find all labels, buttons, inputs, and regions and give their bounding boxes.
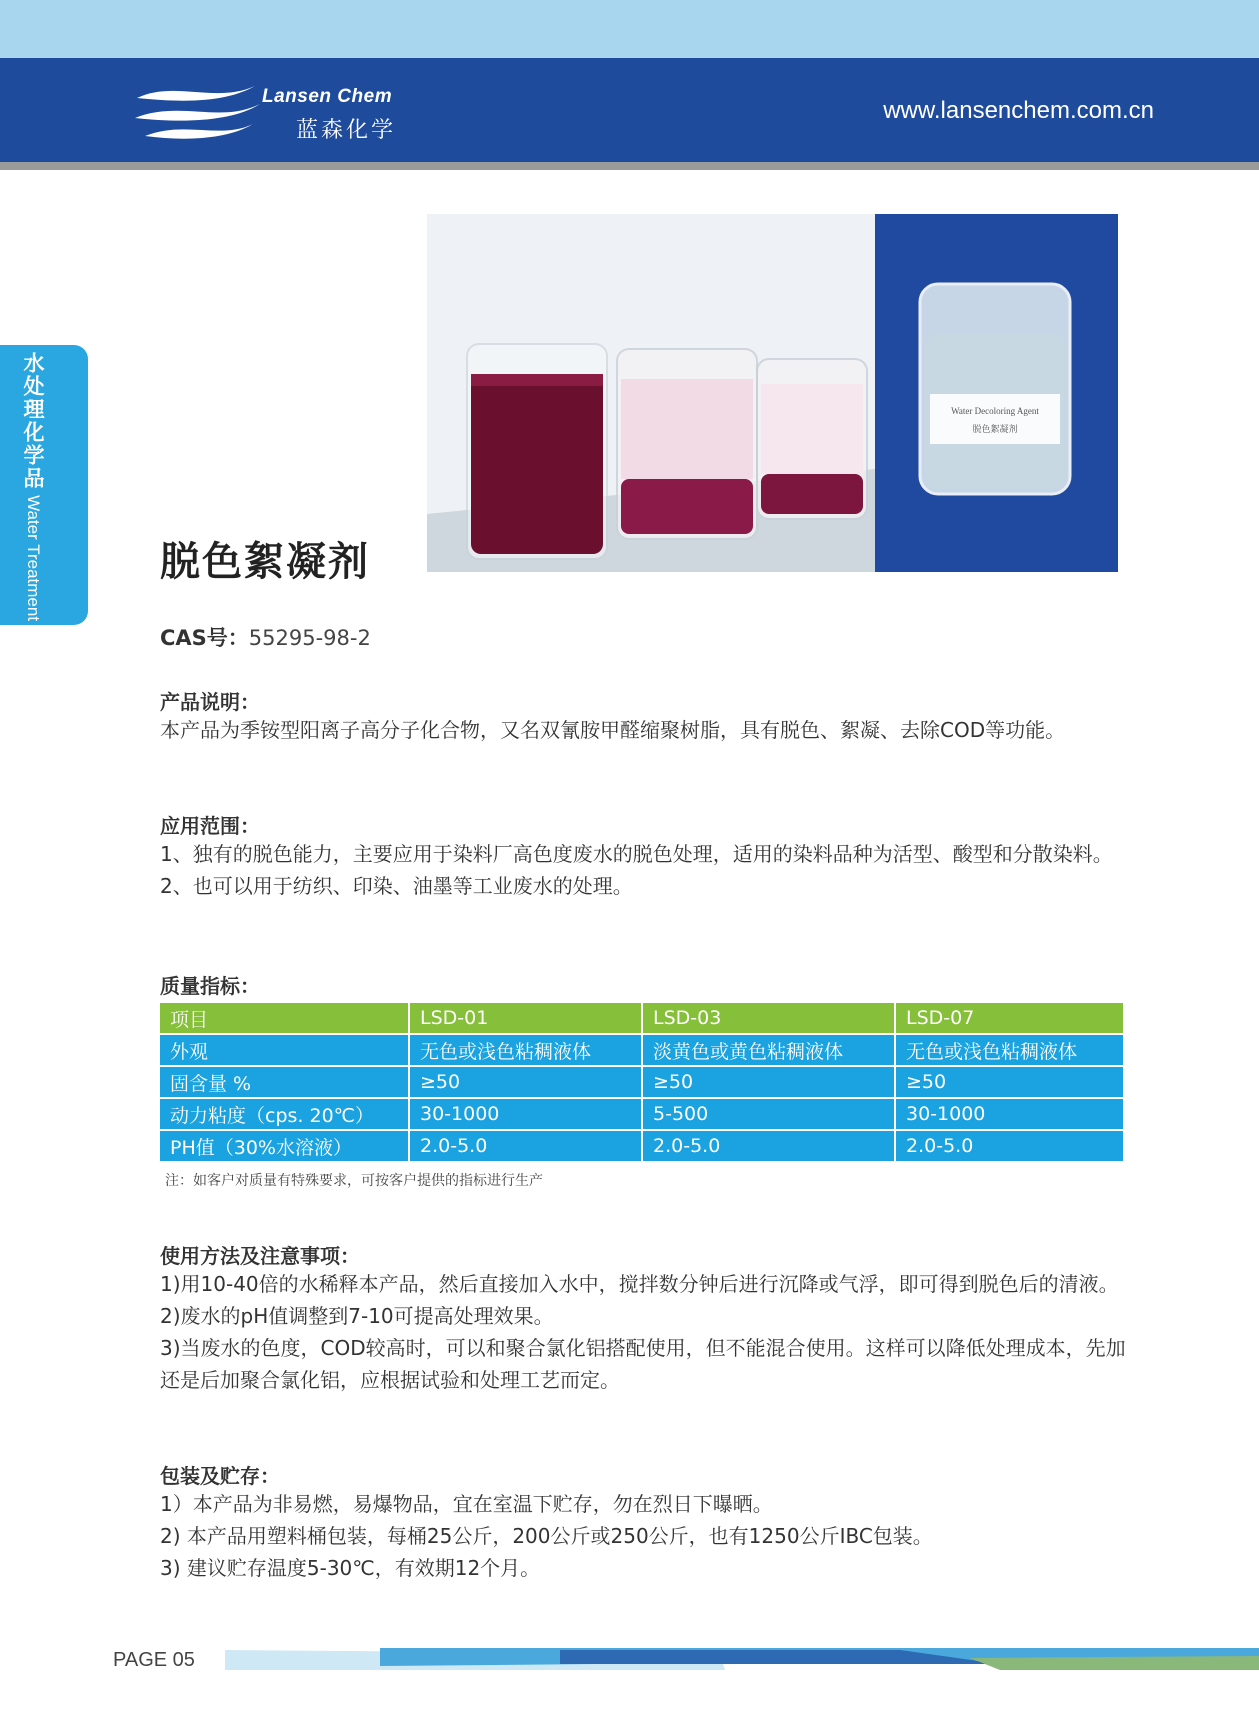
table-cell: 无色或浅色粘稠液体 xyxy=(895,1034,1124,1066)
table-note: 注：如客户对质量有特殊要求，可按客户提供的指标进行生产 xyxy=(165,1173,543,1189)
table-cell: 无色或浅色粘稠液体 xyxy=(409,1034,642,1066)
section-heading-description: 产品说明： xyxy=(160,690,260,714)
storage-line: 3) 建议贮存温度5-30℃，有效期12个月。 xyxy=(160,1556,541,1580)
product-photo-clear-beaker xyxy=(875,214,1118,572)
table-cell: PH值（30%水溶液） xyxy=(160,1130,409,1162)
table-header-cell: 项目 xyxy=(160,1003,409,1034)
description-line: 本产品为季铵型阳离子高分子化合物，又名双氰胺甲醛缩聚树脂，具有脱色、絮凝、去除COD等功能。 xyxy=(160,718,1066,742)
table-row xyxy=(160,1098,1124,1130)
description-text xyxy=(160,714,1130,746)
section-heading-storage: 包装及贮存： xyxy=(160,1464,280,1488)
brand-name-cn: 蓝森化学 xyxy=(296,118,397,143)
table-cell: ≥50 xyxy=(409,1066,642,1098)
quality-spec-table xyxy=(160,1003,1125,1163)
table-header-cell: LSD-03 xyxy=(642,1003,895,1034)
table-header-cell: LSD-07 xyxy=(895,1003,1124,1034)
clear-beaker-icon xyxy=(875,214,1118,572)
table-row xyxy=(160,1034,1124,1066)
table-cell: ≥50 xyxy=(895,1066,1124,1098)
application-text xyxy=(160,838,1130,902)
section-heading-usage: 使用方法及注意事项： xyxy=(160,1244,360,1268)
table-cell: 固含量 % xyxy=(160,1066,409,1098)
category-side-label xyxy=(18,352,48,705)
section-heading-application: 应用范围： xyxy=(160,814,260,838)
table-cell: 淡黄色或黄色粘稠液体 xyxy=(642,1034,895,1066)
table-cell: 5-500 xyxy=(642,1098,895,1130)
bottle-label-cn: 脱色絮凝剂 xyxy=(972,425,1018,435)
table-cell: ≥50 xyxy=(642,1066,895,1098)
category-label-cn: 水处理化学品 xyxy=(21,352,45,490)
storage-line: 2) 本产品用塑料桶包装，每桶25公斤，200公斤或250公斤，也有1250公斤IBC包装。 xyxy=(160,1524,933,1548)
cas-value: 55295-98-2 xyxy=(248,626,371,650)
header-divider xyxy=(0,162,1259,170)
page-number: PAGE 05 xyxy=(113,1649,195,1671)
table-cell: 30-1000 xyxy=(895,1098,1124,1130)
footer-stripe-icon xyxy=(0,1640,1259,1680)
section-heading-quality: 质量指标： xyxy=(160,974,260,998)
product-photo-beakers xyxy=(427,214,875,572)
beakers-illustration-icon xyxy=(427,214,875,572)
top-strip xyxy=(0,0,1259,58)
website-url[interactable]: www.lansenchem.com.cn xyxy=(883,97,1154,124)
table-header-row xyxy=(160,1003,1124,1034)
table-cell: 2.0-5.0 xyxy=(409,1130,642,1162)
table-cell: 2.0-5.0 xyxy=(895,1130,1124,1162)
table-header-cell: LSD-01 xyxy=(409,1003,642,1034)
table-cell: 30-1000 xyxy=(409,1098,642,1130)
usage-line: 1)用10-40倍的水稀释本产品，然后直接加入水中，搅拌数分钟后进行沉降或气浮，即可得到脱色后的清液。 xyxy=(160,1272,1119,1296)
table-cell: 外观 xyxy=(160,1034,409,1066)
cas-label: CAS号： xyxy=(160,626,249,650)
application-line: 1、独有的脱色能力，主要应用于染料厂高色度废水的脱色处理，适用的染料品种为活型、酸型和分散染料。 xyxy=(160,842,1113,866)
usage-line: 3)当废水的色度，COD较高时，可以和聚合氯化铝搭配使用，但不能混合使用。这样可以降低处理成本，先加还是后加聚合氯化铝，应根据试验和处理工艺而定。 xyxy=(160,1336,1126,1392)
application-line: 2、也可以用于纺织、印染、油墨等工业废水的处理。 xyxy=(160,874,633,898)
storage-line: 1）本产品为非易燃，易爆物品，宜在室温下贮存，勿在烈日下曝晒。 xyxy=(160,1492,773,1516)
product-title: 脱色絮凝剂 xyxy=(160,539,370,585)
usage-line: 2)废水的pH值调整到7-10可提高处理效果。 xyxy=(160,1304,554,1328)
table-row xyxy=(160,1130,1124,1162)
table-cell: 动力粘度（cps. 20℃） xyxy=(160,1098,409,1130)
bottle-label-en: Water Decoloring Agent xyxy=(951,406,1039,416)
usage-text xyxy=(160,1268,1130,1396)
table-cell: 2.0-5.0 xyxy=(642,1130,895,1162)
category-label-en: Water Treatment Chemicals xyxy=(24,495,43,706)
table-row xyxy=(160,1066,1124,1098)
storage-text xyxy=(160,1488,1130,1584)
cas-number xyxy=(160,622,371,652)
brand-name-en: Lansen Chem xyxy=(262,86,393,107)
